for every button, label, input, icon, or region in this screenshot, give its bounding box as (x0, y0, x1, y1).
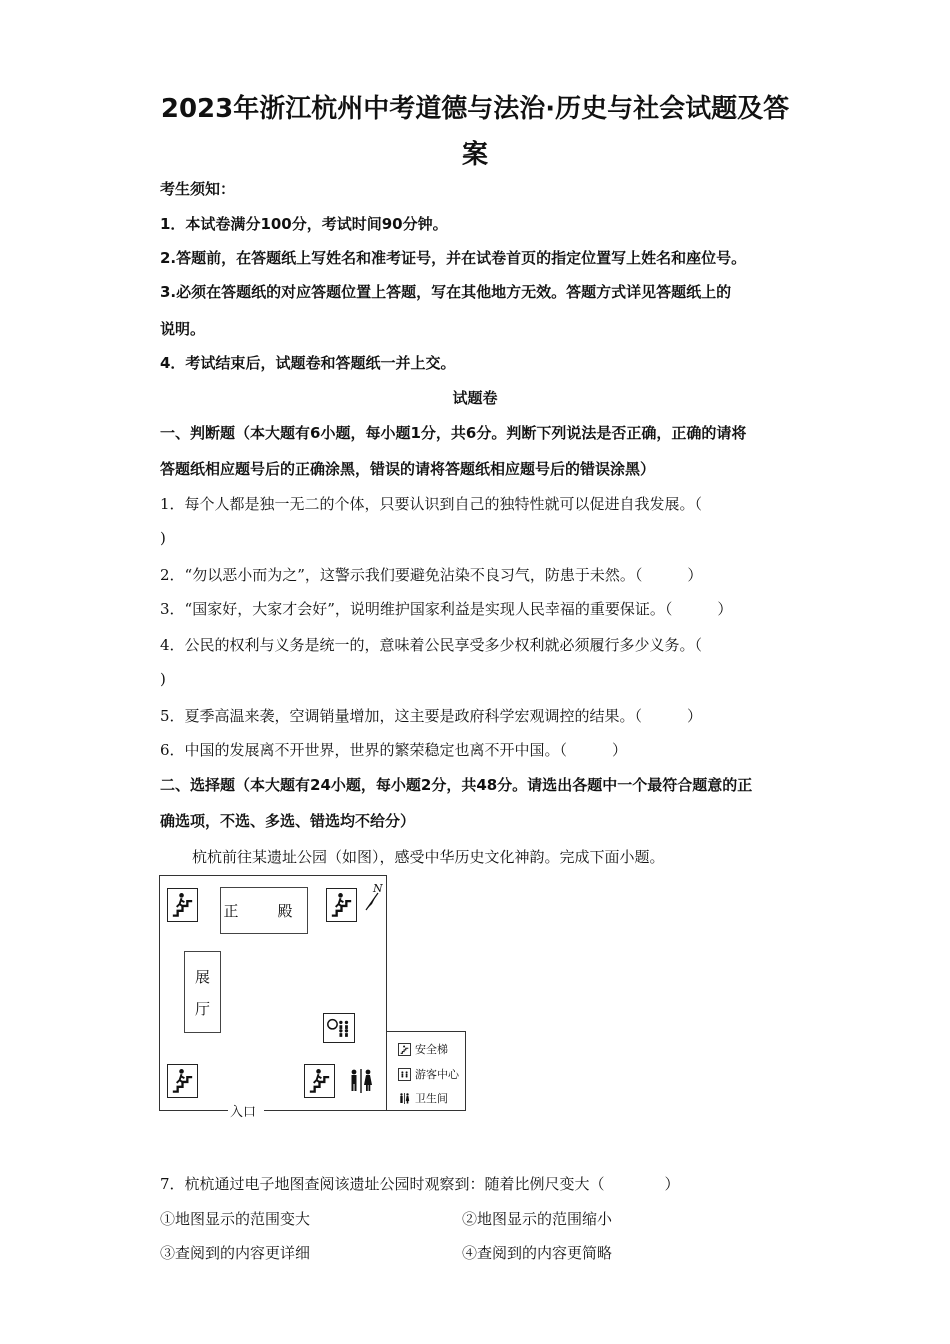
section1-heading: 一、判断题（本大题有6小题，每小题1分，共6分。判断下列说法是否正确，正确的请将 (160, 424, 747, 442)
visitor-center-icon (323, 1013, 355, 1043)
exhibit-char: 厅 (194, 999, 210, 1018)
notice-heading: 考生须知： (160, 180, 236, 198)
entrance-label: 入口 (230, 1105, 257, 1120)
question-7-option: ②地图显示的范围缩小 (462, 1210, 613, 1228)
section2-heading: 二、选择题（本大题有24小题，每小题2分，共48分。请选出各题中一个最符合题意的正 (160, 776, 753, 794)
page-title-continued: 案 (461, 140, 488, 170)
question-4: 4．公民的权利与义务是统一的，意味着公民享受多少权利就必须履行多少义务。（ (160, 636, 703, 654)
section1-heading-continued: 答题纸相应题号后的正确涂黑，错误的请将答题纸相应题号后的错误涂黑） (160, 460, 656, 478)
section2-heading-continued: 确选项，不选、多选、错选均不给分） (160, 812, 416, 830)
stairs-icon (167, 1064, 198, 1098)
stairs-icon (304, 1064, 335, 1098)
restroom-icon (398, 1092, 411, 1105)
page-title: 2023年浙江杭州中考道德与法治·历史与社会试题及答 (160, 94, 790, 124)
notice-item: 说明。 (160, 320, 206, 338)
question-5: 5．夏季高温来袭，空调销量增加，这主要是政府科学宏观调控的结果。（ ） (160, 707, 703, 725)
legend-label: 卫生间 (415, 1092, 448, 1105)
legend-item-visitor-center (398, 1066, 459, 1082)
stairs-icon (398, 1043, 411, 1056)
legend-label: 安全梯 (415, 1043, 448, 1056)
notice-item: 1．本试卷满分100分，考试时间90分钟。 (160, 215, 448, 233)
notice-item: 4．考试结束后，试题卷和答题纸一并上交。 (160, 354, 456, 372)
legend-item-restroom (398, 1090, 448, 1106)
restroom-icon (347, 1066, 375, 1096)
question-7-option: ③查阅到的内容更详细 (160, 1244, 311, 1262)
north-label: N (373, 882, 383, 895)
question-7-option: ④查阅到的内容更简略 (462, 1244, 613, 1262)
legend-item-stairs (398, 1041, 448, 1057)
notice-item: 3.必须在答题纸的对应答题位置上答题，写在其他地方无效。答题方式详见答题纸上的 (160, 283, 732, 301)
stairs-icon (326, 888, 357, 922)
question-7-stem: 7．杭杭通过电子地图查阅该遗址公园时观察到：随着比例尺变大（ ） (160, 1175, 680, 1193)
main-hall: 正 殿 (220, 887, 308, 934)
question-3: 3．“国家好，大家才会好”，说明维护国家利益是实现人民幸福的重要保证。（ ） (160, 600, 733, 618)
question-2: 2．“勿以恶小而为之”，这警示我们要避免沾染不良习气，防患于未然。（ ） (160, 566, 703, 584)
question-1: 1．每个人都是独一无二的个体，只要认识到自己的独特性就可以促进自我发展。（ (160, 495, 703, 513)
visitor-center-icon (398, 1068, 411, 1081)
stairs-icon (167, 888, 198, 922)
question-1-bracket: ) (160, 529, 166, 547)
legend-label: 游客中心 (415, 1068, 459, 1081)
question-7-option: ①地图显示的范围变大 (160, 1210, 311, 1228)
section2-intro: 杭杭前往某遗址公园（如图），感受中华历史文化神韵。完成下面小题。 (192, 848, 665, 866)
paper-label: 试题卷 (452, 389, 498, 407)
question-6: 6．中国的发展离不开世界，世界的繁荣稳定也离不开中国。（ ） (160, 741, 628, 759)
question-4-bracket: ) (160, 670, 166, 688)
notice-item: 2.答题前，在答题纸上写姓名和准考证号，并在试卷首页的指定位置写上姓名和座位号。 (160, 249, 747, 267)
exhibit-char: 展 (194, 967, 210, 986)
exhibit-hall (184, 951, 221, 1033)
